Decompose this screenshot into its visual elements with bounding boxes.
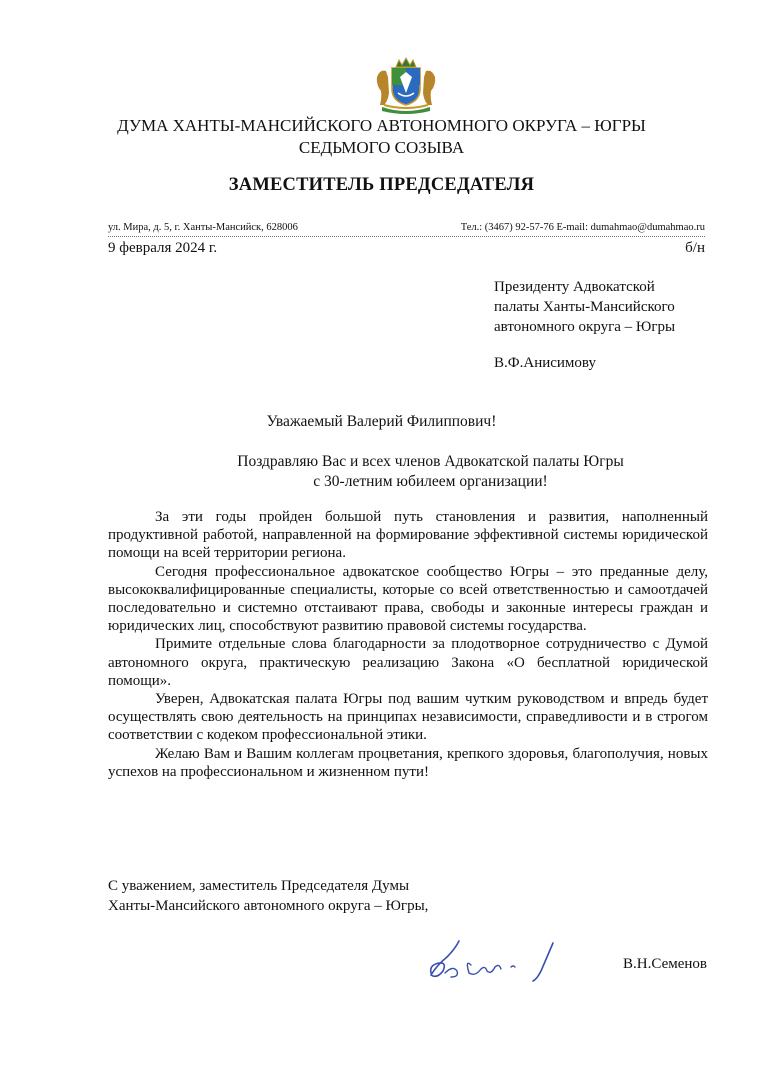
body-paragraph: Сегодня профессиональное адвокатское сообщество Югры – это преданные делу, высококвалифицированные специалисты, которые со всей ответственностью и самоотдачей последовательно и системно отстаивают права, свободы и законные интересы граждан и юридических лиц, способствуют развитию правовой системы государства. [108, 563, 708, 635]
body-paragraph: Желаю Вам и Вашим коллегам процветания, крепкого здоровья, благополучия, новых успехов на профессиональном и жизненном пути! [108, 745, 708, 780]
body-paragraph: За эти годы пройден большой путь становления и развития, наполненный продуктивной работой, направленной на формирование эффективной системы юридической помощи на всей территории региона. [108, 509, 708, 562]
letter-date: 9 февраля 2024 г. [108, 240, 218, 256]
closing-block [108, 876, 428, 916]
convocation: СЕДЬМОГО СОЗЫВА [298, 138, 465, 157]
salutation: Уважаемый Валерий Филиппович! [266, 413, 497, 430]
contact-info: Тел.: (3467) 92-57-76 E-mail: dumahmao@dumahmao.ru [460, 222, 705, 233]
addressee-line: палаты Ханты-Мансийского [494, 299, 675, 315]
coat-of-arms-icon [374, 55, 438, 115]
signature-icon [425, 935, 565, 987]
congratulation-line: с 30-летним юбилеем организации! [313, 473, 548, 490]
postal-address: ул. Мира, д. 5, г. Ханты-Мансийск, 628006 [108, 222, 298, 233]
addressee-name: В.Ф.Анисимову [494, 355, 596, 371]
signer-name: В.Н.Семенов [623, 956, 707, 972]
letter-body [108, 508, 708, 781]
body-paragraph: Уверен, Адвокатская палата Югры под вашим чутким руководством и впредь будет осуществлять свою деятельность на принципах независимости, справедливости и в строгом соответствии с кодеком профессиональной этики. [108, 691, 708, 744]
addressee-block [494, 277, 734, 337]
body-paragraph: Примите отдельные слова благодарности за плодотворное сотрудничество с Думой автономного округа, практическую реализацию Закона «О бесплатной юридической помощи». [108, 636, 708, 689]
congratulation-line: Поздравляю Вас и всех членов Адвокатской палаты Югры [237, 453, 624, 470]
addressee-line: автономного округа – Югры [494, 319, 676, 335]
header-divider [108, 236, 705, 237]
document-title: ЗАМЕСТИТЕЛЬ ПРЕДСЕДАТЕЛЯ [228, 175, 535, 195]
organization-name: ДУМА ХАНТЫ-МАНСИЙСКОГО АВТОНОМНОГО ОКРУГА – ЮГРЫ [117, 116, 646, 135]
addressee-line: Президенту Адвокатской [494, 279, 655, 295]
closing-line: Ханты-Мансийского автономного округа – Югры, [108, 898, 429, 914]
closing-line: С уважением, заместитель Председателя Думы [108, 878, 410, 894]
reference-number: б/н [685, 240, 705, 256]
